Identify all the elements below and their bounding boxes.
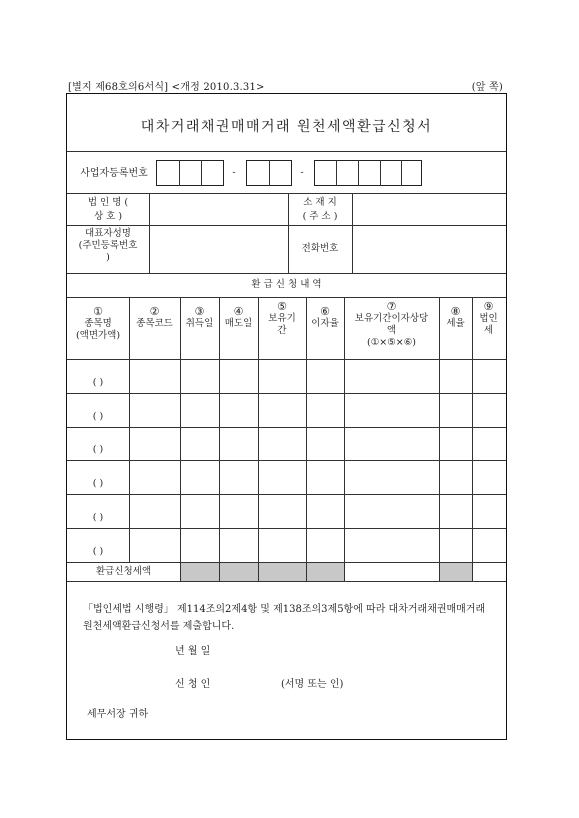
col-5-label: 보유기 bbox=[268, 313, 296, 324]
col-7-num: ⑦ bbox=[386, 300, 397, 313]
signature-label[interactable]: (서명 또는 인) bbox=[281, 679, 344, 690]
location-label-2: ( 주 소 ) bbox=[302, 211, 338, 222]
dash-1: - bbox=[232, 167, 236, 178]
corp-name-label-2: 상 호 ) bbox=[93, 211, 123, 222]
divider bbox=[67, 151, 506, 152]
applicant-label: 신 청 인 bbox=[175, 679, 211, 690]
business-reg-label: 사업자등록번호 bbox=[80, 168, 148, 179]
row-1-placeholder[interactable]: ( ) bbox=[92, 377, 104, 388]
col-8-num: ⑧ bbox=[450, 305, 461, 318]
section-title: 환 급 신 청 내 역 bbox=[251, 279, 322, 290]
col-8-label: 세율 bbox=[446, 318, 465, 329]
col-7-formula: (①×⑤×⑥) bbox=[367, 337, 416, 348]
corp-name-label-1: 법 인 명 ( bbox=[87, 197, 129, 208]
row-2-placeholder[interactable]: ( ) bbox=[92, 411, 104, 422]
rep-label-3: ) bbox=[106, 252, 110, 263]
col-6-num: ⑥ bbox=[320, 305, 330, 318]
col-1-sub: (액면가액) bbox=[75, 330, 121, 341]
col-7-label: 보유기간이자상당 bbox=[354, 313, 429, 324]
business-reg-part1[interactable] bbox=[156, 160, 224, 186]
business-reg-part3[interactable] bbox=[314, 160, 422, 186]
form-number-label: [별지 제68호의6서식] <개정 2010.3.31> bbox=[68, 82, 265, 93]
col-4-num: ④ bbox=[233, 305, 244, 318]
total-shaded-right bbox=[439, 563, 472, 581]
col-6-label: 이자율 bbox=[311, 318, 339, 329]
statement-text: 「법인세법 시행령」 제114조의2제4항 및 제138조의3제5항에 따라 대차거래채권매매거래 원천세액환급신청서를 제출합니다. bbox=[83, 604, 486, 632]
page-side-label: (앞 쪽) bbox=[471, 82, 503, 93]
location-label-1: 소 재 지 bbox=[303, 197, 337, 208]
col-9-label: 법인 bbox=[479, 313, 498, 324]
form-title: 대차거래채권매매거래 원천세액환급신청서 bbox=[140, 119, 433, 135]
total-shaded-left bbox=[180, 563, 344, 581]
col-7-sub: 액 bbox=[386, 325, 397, 336]
col-3-label: 취득일 bbox=[185, 318, 214, 329]
col-2-num: ② bbox=[149, 305, 160, 318]
date-line[interactable]: 년 월 일 bbox=[175, 646, 211, 657]
col-9-sub: 세 bbox=[483, 325, 494, 336]
col-5-sub: 간 bbox=[277, 325, 287, 336]
refund-application-form bbox=[66, 93, 507, 740]
col-5-num: ⑤ bbox=[277, 300, 287, 313]
rep-label-2: (주민등록번호 bbox=[78, 240, 138, 251]
row-4-placeholder[interactable]: ( ) bbox=[92, 478, 104, 489]
col-9-num: ⑨ bbox=[483, 300, 494, 313]
rep-label-1: 대표자성명 bbox=[85, 228, 131, 239]
dash-2: - bbox=[300, 167, 304, 178]
phone-label: 전화번호 bbox=[301, 243, 339, 254]
col-1-label: 종목명 bbox=[84, 318, 112, 329]
col-3-num: ③ bbox=[194, 305, 205, 318]
row-3-placeholder[interactable]: ( ) bbox=[92, 444, 104, 455]
col-1-num: ① bbox=[93, 305, 103, 318]
row-5-placeholder[interactable]: ( ) bbox=[92, 512, 104, 523]
addressee-label: 세무서장 귀하 bbox=[87, 709, 149, 720]
row-6-placeholder[interactable]: ( ) bbox=[92, 546, 104, 557]
col-4-label: 매도일 bbox=[224, 318, 253, 329]
total-label: 환급신청세액 bbox=[95, 566, 152, 577]
col-2-label: 종목코드 bbox=[136, 318, 173, 329]
